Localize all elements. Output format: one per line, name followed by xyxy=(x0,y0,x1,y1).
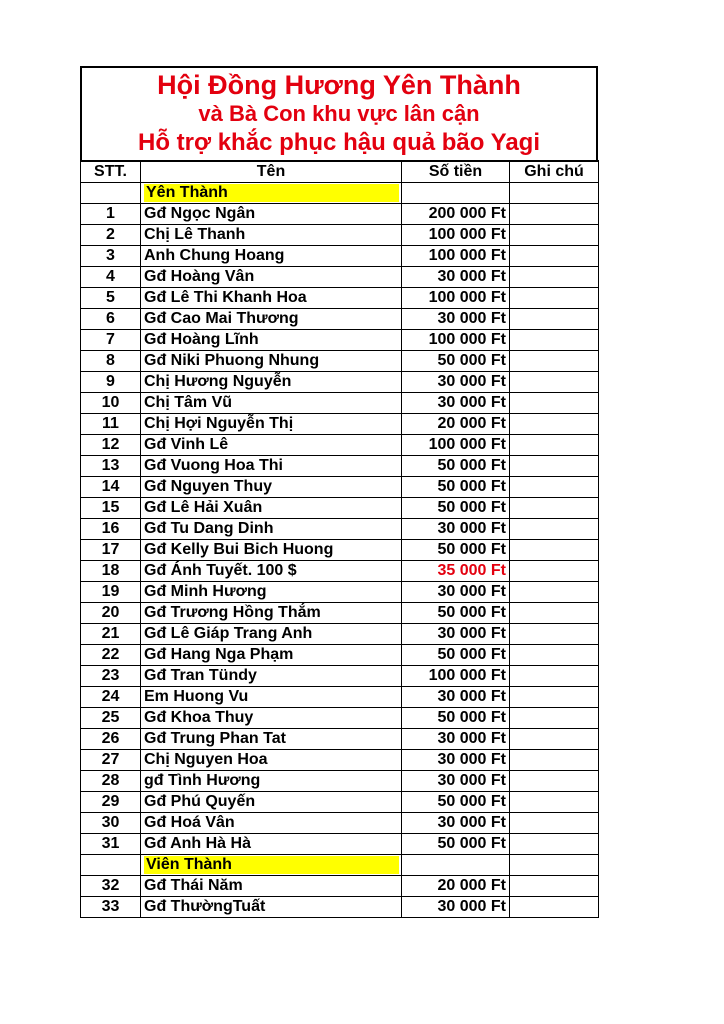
row-name: Gđ Hang Nga Phạm xyxy=(141,644,402,665)
section-row xyxy=(81,854,599,875)
row-note xyxy=(510,812,599,833)
donation-table xyxy=(80,160,599,918)
table-row xyxy=(81,413,599,434)
row-note xyxy=(510,203,599,224)
table-row xyxy=(81,728,599,749)
row-note xyxy=(510,770,599,791)
row-amount: 50 000 Ft xyxy=(402,833,510,854)
row-note xyxy=(510,287,599,308)
row-name: Anh Chung Hoang xyxy=(141,245,402,266)
row-name: Em Huong Vu xyxy=(141,686,402,707)
table-row xyxy=(81,833,599,854)
row-name: Gđ Lê Giáp Trang Anh xyxy=(141,623,402,644)
row-stt: 2 xyxy=(81,224,141,245)
table-row xyxy=(81,329,599,350)
table-row xyxy=(81,308,599,329)
row-stt: 29 xyxy=(81,791,141,812)
section-note xyxy=(510,854,599,875)
row-amount: 30 000 Ft xyxy=(402,728,510,749)
row-note xyxy=(510,665,599,686)
row-note xyxy=(510,266,599,287)
row-name: Chị Nguyen Hoa xyxy=(141,749,402,770)
table-row xyxy=(81,245,599,266)
section-amount xyxy=(402,182,510,203)
row-amount: 30 000 Ft xyxy=(402,371,510,392)
row-note xyxy=(510,539,599,560)
table-row xyxy=(81,602,599,623)
row-note xyxy=(510,413,599,434)
row-note xyxy=(510,350,599,371)
row-amount: 100 000 Ft xyxy=(402,434,510,455)
row-amount: 20 000 Ft xyxy=(402,875,510,896)
row-name: Chị Hợi Nguyễn Thị xyxy=(141,413,402,434)
table-row xyxy=(81,203,599,224)
row-note xyxy=(510,728,599,749)
row-stt: 17 xyxy=(81,539,141,560)
row-name: Gđ Minh Hương xyxy=(141,581,402,602)
row-note xyxy=(510,833,599,854)
row-amount: 30 000 Ft xyxy=(402,518,510,539)
table-body xyxy=(81,182,599,917)
row-amount: 50 000 Ft xyxy=(402,476,510,497)
row-amount: 30 000 Ft xyxy=(402,623,510,644)
row-amount: 30 000 Ft xyxy=(402,770,510,791)
row-note xyxy=(510,686,599,707)
section-stt xyxy=(81,854,141,875)
row-stt: 32 xyxy=(81,875,141,896)
table-row xyxy=(81,707,599,728)
row-stt: 20 xyxy=(81,602,141,623)
table-row xyxy=(81,287,599,308)
section-stt xyxy=(81,182,141,203)
row-note xyxy=(510,518,599,539)
row-amount: 50 000 Ft xyxy=(402,791,510,812)
row-note xyxy=(510,581,599,602)
table-row xyxy=(81,686,599,707)
section-row xyxy=(81,182,599,203)
row-amount: 200 000 Ft xyxy=(402,203,510,224)
row-name: Gđ Kelly Bui Bich Huong xyxy=(141,539,402,560)
row-amount: 30 000 Ft xyxy=(402,266,510,287)
row-name: Gđ Hoá Vân xyxy=(141,812,402,833)
table-row xyxy=(81,350,599,371)
row-amount: 30 000 Ft xyxy=(402,308,510,329)
row-stt: 22 xyxy=(81,644,141,665)
row-name: Gđ Vinh Lê xyxy=(141,434,402,455)
row-note xyxy=(510,497,599,518)
table-row xyxy=(81,518,599,539)
table-row xyxy=(81,497,599,518)
row-name: Gđ Phú Quyến xyxy=(141,791,402,812)
row-amount: 100 000 Ft xyxy=(402,665,510,686)
table-row xyxy=(81,434,599,455)
table-row xyxy=(81,392,599,413)
row-amount: 50 000 Ft xyxy=(402,350,510,371)
row-name: Gđ Tu Dang Dinh xyxy=(141,518,402,539)
section-note xyxy=(510,182,599,203)
row-note xyxy=(510,707,599,728)
table-row xyxy=(81,581,599,602)
row-amount: 50 000 Ft xyxy=(402,539,510,560)
header-name: Tên xyxy=(141,161,402,182)
row-note xyxy=(510,329,599,350)
table-row xyxy=(81,875,599,896)
row-name: Gđ Ngọc Ngân xyxy=(141,203,402,224)
row-note xyxy=(510,896,599,917)
row-amount: 50 000 Ft xyxy=(402,707,510,728)
row-name: Gđ Tran Tündy xyxy=(141,665,402,686)
row-stt: 21 xyxy=(81,623,141,644)
row-note xyxy=(510,392,599,413)
table-row xyxy=(81,539,599,560)
title-line-3: Hỗ trợ khắc phục hậu quả bão Yagi xyxy=(137,129,541,156)
row-name: Chị Lê Thanh xyxy=(141,224,402,245)
row-amount: 30 000 Ft xyxy=(402,581,510,602)
section-cell xyxy=(141,854,402,875)
row-amount: 50 000 Ft xyxy=(402,497,510,518)
title-line-1: Hội Đồng Hương Yên Thành xyxy=(157,70,521,100)
row-note xyxy=(510,476,599,497)
row-name: Gđ Khoa Thuy xyxy=(141,707,402,728)
row-stt: 5 xyxy=(81,287,141,308)
row-note xyxy=(510,224,599,245)
row-stt: 26 xyxy=(81,728,141,749)
row-note xyxy=(510,875,599,896)
table-row xyxy=(81,749,599,770)
row-stt: 24 xyxy=(81,686,141,707)
row-stt: 1 xyxy=(81,203,141,224)
table-row xyxy=(81,455,599,476)
table-row xyxy=(81,644,599,665)
document-page xyxy=(80,66,598,918)
row-name: Gđ ThườngTuất xyxy=(141,896,402,917)
table-row xyxy=(81,770,599,791)
row-amount: 50 000 Ft xyxy=(402,455,510,476)
row-note xyxy=(510,749,599,770)
row-amount: 30 000 Ft xyxy=(402,392,510,413)
table-row xyxy=(81,623,599,644)
row-amount: 20 000 Ft xyxy=(402,413,510,434)
row-stt: 33 xyxy=(81,896,141,917)
row-amount: 100 000 Ft xyxy=(402,287,510,308)
table-row xyxy=(81,791,599,812)
row-note xyxy=(510,434,599,455)
row-amount: 50 000 Ft xyxy=(402,602,510,623)
row-name: Gđ Hoàng Lĩnh xyxy=(141,329,402,350)
row-name: Gđ Niki Phuong Nhung xyxy=(141,350,402,371)
row-note xyxy=(510,602,599,623)
row-note xyxy=(510,308,599,329)
row-amount: 100 000 Ft xyxy=(402,245,510,266)
row-name: Gđ Thái Năm xyxy=(141,875,402,896)
row-stt: 4 xyxy=(81,266,141,287)
row-note xyxy=(510,791,599,812)
row-amount: 50 000 Ft xyxy=(402,644,510,665)
section-amount xyxy=(402,854,510,875)
section-cell xyxy=(141,182,402,203)
row-amount: 30 000 Ft xyxy=(402,896,510,917)
row-amount: 100 000 Ft xyxy=(402,224,510,245)
title-line-2: và Bà Con khu vực lân cận xyxy=(198,101,480,126)
row-stt: 25 xyxy=(81,707,141,728)
row-note xyxy=(510,245,599,266)
row-stt: 19 xyxy=(81,581,141,602)
row-note xyxy=(510,644,599,665)
row-name: Gđ Anh Hà Hà xyxy=(141,833,402,854)
row-name: Gđ Hoàng Vân xyxy=(141,266,402,287)
table-row xyxy=(81,224,599,245)
row-stt: 7 xyxy=(81,329,141,350)
header-amount: Số tiền xyxy=(402,161,510,182)
row-name: Gđ Ánh Tuyết. 100 $ xyxy=(141,560,402,581)
row-stt: 11 xyxy=(81,413,141,434)
table-row xyxy=(81,266,599,287)
title-box xyxy=(80,66,598,160)
row-stt: 27 xyxy=(81,749,141,770)
row-name: Chị Hương Nguyễn xyxy=(141,371,402,392)
row-amount: 30 000 Ft xyxy=(402,749,510,770)
row-stt: 15 xyxy=(81,497,141,518)
row-note xyxy=(510,623,599,644)
row-stt: 18 xyxy=(81,560,141,581)
table-row xyxy=(81,896,599,917)
header-stt: STT. xyxy=(81,161,141,182)
row-name: Gđ Trung Phan Tat xyxy=(141,728,402,749)
table-row xyxy=(81,476,599,497)
table-row xyxy=(81,665,599,686)
row-name: gđ Tình Hương xyxy=(141,770,402,791)
row-name: Chị Tâm Vũ xyxy=(141,392,402,413)
row-stt: 8 xyxy=(81,350,141,371)
row-stt: 14 xyxy=(81,476,141,497)
table-row xyxy=(81,812,599,833)
row-name: Gđ Lê Thi Khanh Hoa xyxy=(141,287,402,308)
header-note: Ghi chú xyxy=(510,161,599,182)
table-row xyxy=(81,371,599,392)
row-amount: 100 000 Ft xyxy=(402,329,510,350)
row-stt: 9 xyxy=(81,371,141,392)
row-stt: 23 xyxy=(81,665,141,686)
row-name: Gđ Vuong Hoa Thi xyxy=(141,455,402,476)
row-stt: 30 xyxy=(81,812,141,833)
row-amount: 30 000 Ft xyxy=(402,686,510,707)
row-name: Gđ Lê Hải Xuân xyxy=(141,497,402,518)
header-row xyxy=(81,161,599,182)
row-stt: 16 xyxy=(81,518,141,539)
row-stt: 6 xyxy=(81,308,141,329)
row-stt: 13 xyxy=(81,455,141,476)
row-note xyxy=(510,455,599,476)
row-stt: 3 xyxy=(81,245,141,266)
row-amount: 35 000 Ft xyxy=(402,560,510,581)
row-name: Gđ Trương Hồng Thắm xyxy=(141,602,402,623)
row-stt: 12 xyxy=(81,434,141,455)
section-label: Yên Thành xyxy=(144,184,399,202)
table-row xyxy=(81,560,599,581)
row-name: Gđ Cao Mai Thương xyxy=(141,308,402,329)
row-name: Gđ Nguyen Thuy xyxy=(141,476,402,497)
row-stt: 31 xyxy=(81,833,141,854)
row-note xyxy=(510,560,599,581)
row-amount: 30 000 Ft xyxy=(402,812,510,833)
row-stt: 28 xyxy=(81,770,141,791)
section-label: Viên Thành xyxy=(144,856,399,874)
row-stt: 10 xyxy=(81,392,141,413)
row-note xyxy=(510,371,599,392)
